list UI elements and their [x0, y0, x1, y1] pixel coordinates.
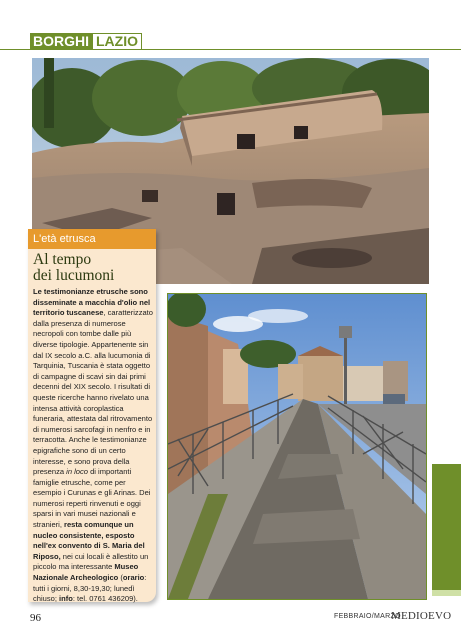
sidebar-text-italic: in loco [66, 467, 88, 477]
sidebar-text-bold-1: Le testimonianze etrusche sono disseminate a macchia d'olio nel territorio tuscanese [33, 287, 151, 318]
accent-strip-light [432, 590, 461, 596]
sidebar-box [28, 229, 156, 602]
sidebar-body [33, 287, 153, 605]
sidebar-text-9: : tutti i giorni, 8,30-19,30; lunedì chiuso; [33, 573, 147, 604]
sidebar-label: L'età etrusca [28, 229, 156, 249]
sidebar-text-5: nei cui locali è allestito un piccolo ma interessante [33, 551, 149, 572]
sidebar-text-bold-4: resta comunque un nucleo consistente, esposto nell'ex convento di S. Maria del Riposo, [33, 520, 145, 561]
sidebar-text-11: : tel. 0761 436209). [72, 594, 138, 604]
village-street-photo [167, 293, 427, 600]
accent-strip [432, 464, 461, 590]
sidebar-title [33, 252, 153, 284]
sidebar-text-bold-8: orario [122, 573, 145, 583]
sidebar-text-bold-10: info [59, 594, 73, 604]
sidebar-text-7: ( [118, 573, 123, 583]
page-number: 96 [30, 612, 41, 624]
sidebar-title-line2: dei lucumoni [33, 267, 115, 284]
footer-brand: MEDIOEVO [391, 610, 452, 622]
sidebar-text-2: , caratterizzato dalla presenza di numerose necropoli con tombe dalle più diverse tipologie. Appartenente sin dal IX secolo a.C. alla lucumonia di Tarquinia, Tuscania è stata oggetto di campagne di scavi sin dai primi decenni del XIX secolo. I risultati di queste ricerche hanno rivelato una intensa attività coroplastica funeraria, attestata dal ritrovamento di numerosi sarcofagi in nenfro e in terracotta. Anche le testimonianze epigrafiche sono di un certo interesse, e sono prova della presenza [33, 308, 153, 477]
section-kicker [30, 33, 142, 50]
region-label: LAZIO [92, 33, 142, 50]
sidebar-text-3: di importanti famiglie etrusche, come per esempio i Curunas e gli Arinas. Dei numerosi reperti rinvenuti e oggi sparsi in vari musei nazionali e stranieri, [33, 467, 151, 530]
footer-issue: FEBBRAIO/MARZO [334, 613, 401, 620]
header-rule [0, 49, 461, 50]
section-label: BORGHI [30, 33, 92, 50]
sidebar-text-bold-6: Museo Nazionale Archeologico [33, 562, 139, 583]
sidebar-title-line1: Al tempo [33, 251, 92, 268]
